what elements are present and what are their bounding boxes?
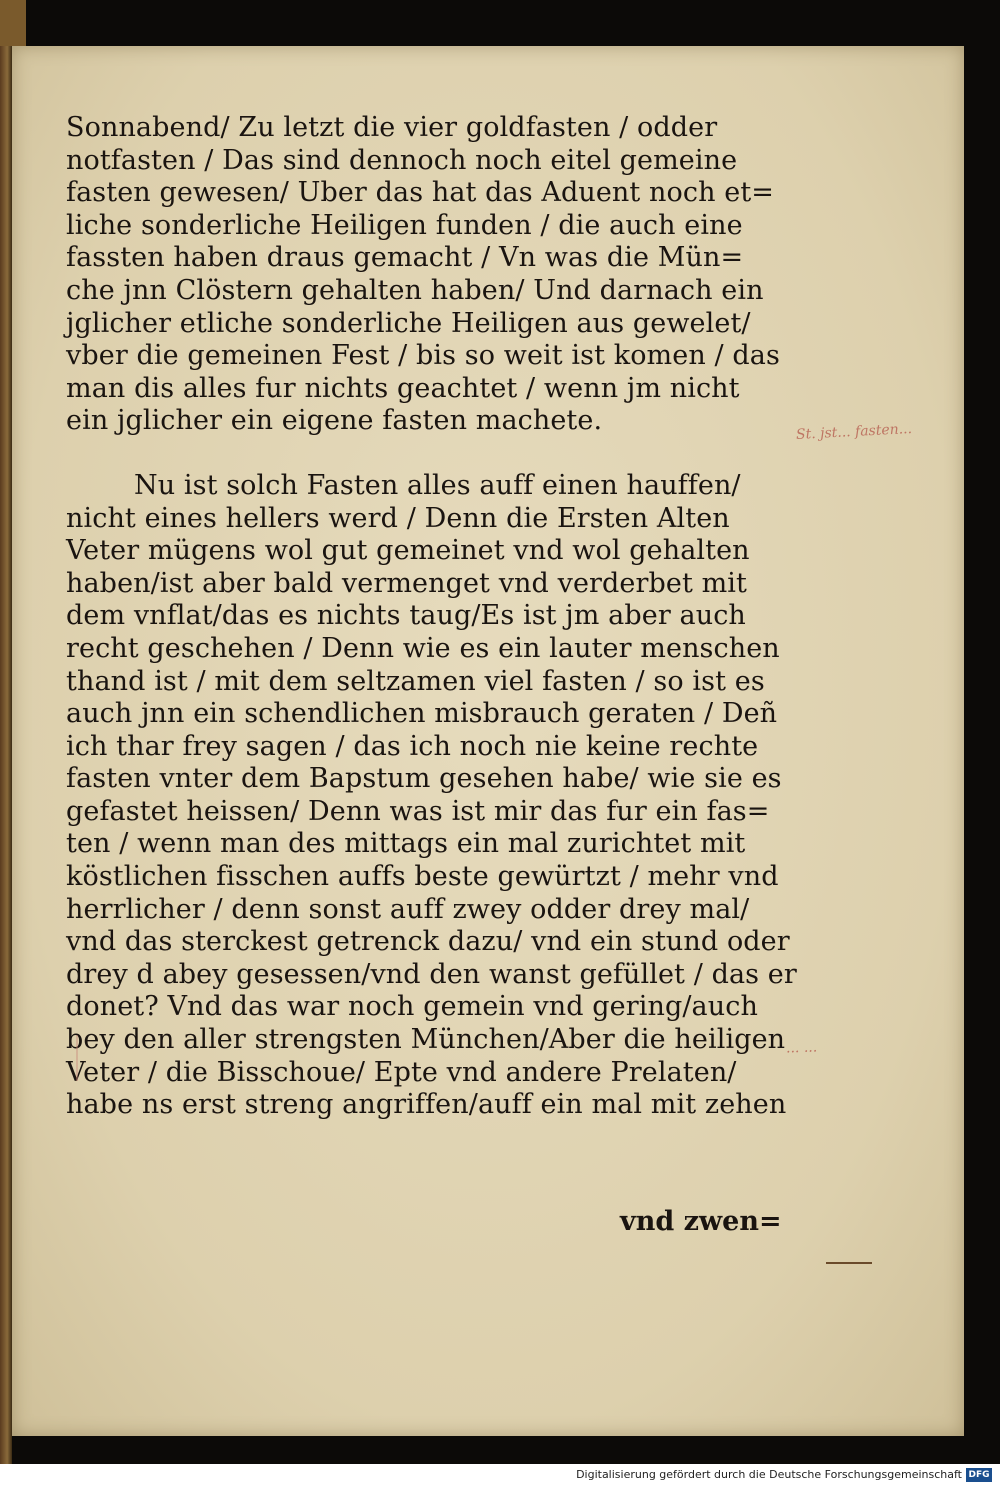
text-line: Veter / die Bisschoue/ Epte vnd andere Prelaten/	[66, 1056, 737, 1088]
text-line: herrlicher / denn sonst auff zwey odder drey mal/	[66, 893, 750, 925]
text-line: gefastet heissen/ Denn was ist mir das fur ein fas=	[66, 795, 770, 827]
text-line: Sonnabend/ Zu letzt die vier goldfasten / odder	[66, 112, 718, 143]
text-line: liche sonderliche Heiligen funden / die auch eine	[66, 209, 743, 241]
text-line: köstlichen fisschen auffs beste gewürtzt / mehr vnd	[66, 861, 779, 893]
text-line: fasten vnter dem Bapstum gesehen habe/ wie sie es	[66, 763, 782, 795]
handwritten-margin-note: ... ...	[785, 1039, 818, 1057]
page-body-text	[66, 112, 797, 1122]
text-line: Veter mügens wol gut gemeinet vnd wol gehalten	[66, 535, 750, 567]
text-line: dem vnflat/das es nichts taug/Es ist jm aber auch	[66, 600, 746, 632]
text-line: habe ns erst streng angriffen/auff ein mal mit zehen	[66, 1089, 787, 1121]
text-line: vber die gemeinen Fest / bis so weit ist komen / das	[66, 340, 780, 372]
text-line: auch jnn ein schendlichen misbrauch geraten / Deñ	[66, 698, 778, 730]
page-corner	[0, 0, 26, 46]
dfg-logo: DFG	[966, 1468, 992, 1482]
text-line: ich thar frey sagen / das ich noch nie keine rechte	[66, 730, 759, 762]
text-line: jglicher etliche sonderliche Heiligen aus gewelet/	[66, 307, 751, 339]
book-spine	[0, 0, 12, 1488]
text-line: notfasten / Das sind dennoch noch eitel gemeine	[66, 144, 738, 176]
footer-bar	[0, 1464, 1000, 1488]
text-line: bey den aller strengsten München/Aber die heiligen	[66, 1024, 786, 1056]
text-line: ten / wenn man des mittags ein mal zurichtet mit	[66, 828, 746, 860]
text-line: thand ist / mit dem seltzamen viel fasten / so ist es	[66, 665, 765, 697]
text-line: ein jglicher ein eigene fasten machete.	[66, 405, 603, 437]
text-line: fasten gewesen/ Uber das hat das Aduent noch et=	[66, 177, 775, 209]
text-line: haben/ist aber bald vermenget vnd verderbet mit	[66, 567, 747, 599]
text-line: recht geschehen / Denn wie es ein lauter menschen	[66, 632, 780, 664]
text-line: Nu ist solch Fasten alles auff einen hauffen/	[134, 469, 741, 501]
text-line: drey d abey gesessen/vnd den wanst gefüllet / das er	[66, 958, 797, 990]
funding-credit: Digitalisierung gefördert durch die Deutsche Forschungsgemeinschaft	[576, 1468, 962, 1481]
text-line: donet? Vnd das war noch gemein vnd gering/auch	[66, 991, 758, 1023]
paragraph-gap	[66, 438, 786, 470]
margin-mark	[76, 1035, 78, 1081]
text-line: fassten haben draus gemacht / Vn was die Mün=	[66, 242, 744, 274]
paragraph-1	[66, 112, 786, 438]
text-line: man dis alles fur nichts geachtet / wenn jm nicht	[66, 372, 740, 404]
handwritten-margin-note: St. jst... fasten...	[795, 420, 913, 444]
paragraph-2	[66, 469, 797, 1122]
ink-dash-mark	[826, 1262, 872, 1264]
text-line: nicht eines hellers werd / Denn die Ersten Alten	[66, 502, 730, 534]
text-line: vnd das sterckest getrenck dazu/ vnd ein stund oder	[66, 926, 790, 958]
catchword: vnd zwen=	[620, 1206, 782, 1237]
text-line: che jnn Clöstern gehalten haben/ Und darnach ein	[66, 274, 764, 306]
